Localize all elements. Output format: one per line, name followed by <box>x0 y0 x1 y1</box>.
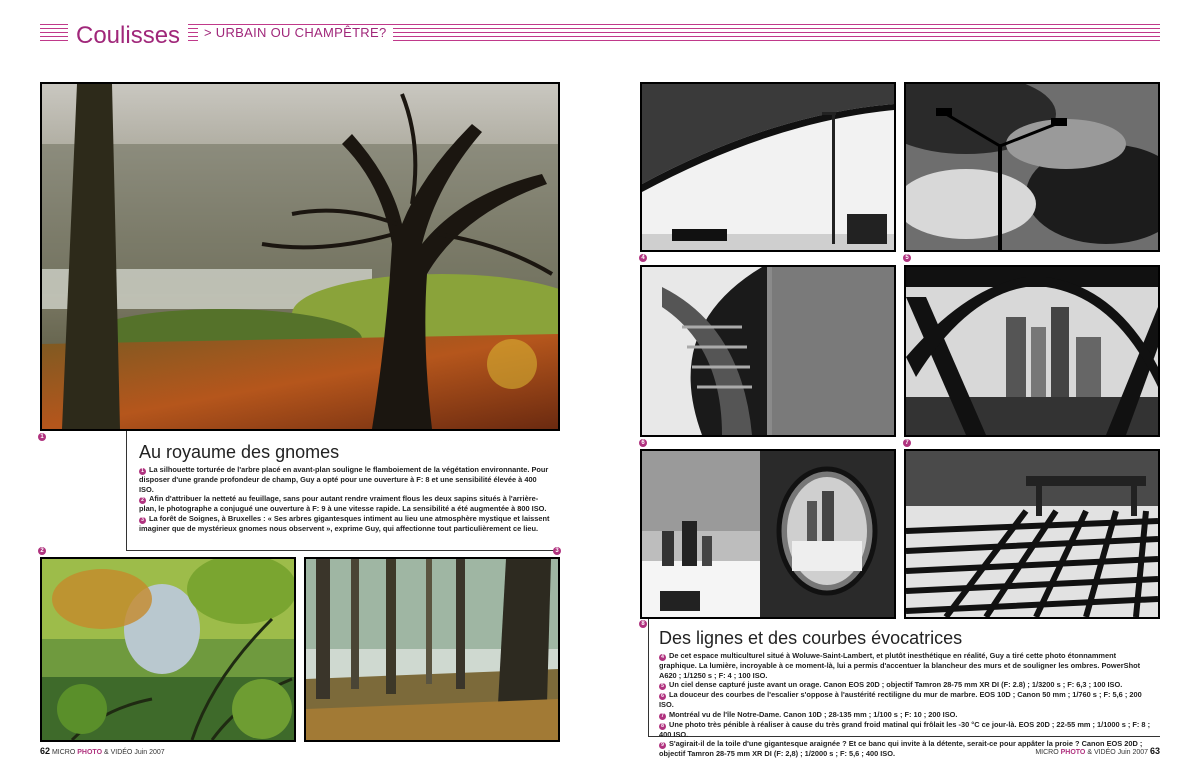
caption-item-3 <box>139 514 552 534</box>
bullet-number: 7 <box>659 713 666 720</box>
caption-text: S'agirait-il de la toile d'une gigantesque araignée ? Et ce banc qui invite à la détente, serait-ce pour appâter la proie ? Canon EOS 20D ; objectif Tamron 28-75 mm XR DI (F: 2,8) ; 1/2000 s ; F: 5,6 ; 400 ISO. <box>659 739 1143 759</box>
photo-3-forest <box>304 557 560 742</box>
footer-brand-rest: & VIDÉO Juin 2007 <box>1087 749 1149 756</box>
photo-1-autumn-tree <box>40 82 560 431</box>
bullet-number: 1 <box>139 468 146 475</box>
footer-left <box>40 746 165 756</box>
caption-item-1 <box>139 465 552 494</box>
footer-right <box>1035 746 1160 756</box>
bullet-number: 9 <box>659 742 666 749</box>
bullet-number: 8 <box>659 723 666 730</box>
photo-5-streetlight-clouds <box>904 82 1160 252</box>
caption-box-left <box>126 431 560 551</box>
photo-4-building-curve <box>640 82 896 252</box>
footer-brand-micro: MICRO <box>51 749 76 756</box>
footer-brand-micro: MICRO <box>1035 749 1059 756</box>
bullet-number: 3 <box>139 517 146 524</box>
caption-text: Un ciel dense capturé juste avant un orage. Canon EOS 20D ; objectif Tamron 28-75 mm XR DI (F: 2.8) ; 1/3200 s ; F: 6,3 ; 100 ISO. <box>669 680 1123 690</box>
photo-number-1: 1 <box>38 433 46 441</box>
footer-brand-rest: & VIDÉO Juin 2007 <box>103 749 165 756</box>
page-number-right: 63 <box>1149 746 1160 756</box>
photo-number-2: 2 <box>38 547 46 555</box>
caption-item-8 <box>659 720 1152 740</box>
caption-text: La douceur des courbes de l'escalier s'oppose à l'austérité rectiligne du mur de marbre. EOS 10D ; Canon 50 mm ; 1/760 s ; F: 5,6 ; 200 ISO. <box>659 690 1142 710</box>
photo-2-foliage <box>40 557 296 742</box>
bullet-number: 6 <box>659 693 666 700</box>
photo-6-staircase <box>640 265 896 437</box>
bullet-number: 2 <box>139 497 146 504</box>
photo-7-bridge-montreal <box>904 265 1160 437</box>
section-subtitle: > URBAIN OU CHAMPÊTRE? <box>198 25 393 41</box>
caption-item-4 <box>659 651 1152 680</box>
photo-number-8: 8 <box>639 620 647 628</box>
caption-text: La silhouette torturée de l'arbre placé en avant-plan souligne le flamboiement de la végétation environnante. Pour disposer d'une grande profondeur de champ, Guy a opté pour une ouverture à F: 8 et une sensibilité élevée à 400 ISO. <box>139 465 549 494</box>
photo-8-frozen-mirror <box>640 449 896 619</box>
caption-text: Afin d'attribuer la netteté au feuillage, sans pour autant rendre vraiment flous les deux sapins situés à l'arrière-plan, le photographe a conjugué une ouverture à F: 9 à une vitesse rapide. La sensibilité a été augmentée à 800 ISO. <box>139 494 547 514</box>
photo-number-3: 3 <box>553 547 561 555</box>
photo-number-6: 6 <box>639 439 647 447</box>
footer-brand-photo: PHOTO <box>77 749 103 756</box>
caption-text: Montréal vu de l'île Notre-Dame. Canon 10D ; 28-135 mm ; 1/100 s ; F: 10 ; 200 ISO. <box>669 709 958 719</box>
caption-text: La forêt de Soignes, à Bruxelles : « Ses arbres gigantesques intiment au lieu une atmosphère mystique et laissent imaginer que de mystérieux gnomes nous observent », exprime Guy, qui affectionne tout particulièrement ce lieu. <box>139 513 550 533</box>
caption-item-7 <box>659 710 1152 720</box>
caption-title-right: Des lignes et des courbes évocatrices <box>659 628 963 648</box>
bullet-number: 5 <box>659 683 666 690</box>
caption-text: Une photo très pénible à réaliser à cause du très grand froid matinal qui frôlait les -30 °C ce jour-là. EOS 20D ; 22-55 mm ; 1/1000 s ; F: 8 ; 400 ISO. <box>659 719 1151 739</box>
photo-9-bench-shadows <box>904 449 1160 619</box>
section-title: Coulisses <box>68 22 188 50</box>
caption-item-5 <box>659 680 1152 690</box>
footer-brand-photo: PHOTO <box>1060 749 1086 756</box>
photo-number-7: 7 <box>903 439 911 447</box>
page-number-left: 62 <box>40 746 51 756</box>
caption-item-2 <box>139 494 552 514</box>
photo-number-4: 4 <box>639 254 647 262</box>
caption-item-6 <box>659 690 1152 710</box>
caption-text: De cet espace multiculturel situé à Woluwe-Saint-Lambert, et plutôt inesthétique en réalité, Guy a tiré cette photo étonnamment graphique. La lumière, incroyable à ce moment-là, lui a permis d'accentuer la blancheur des murs et de souligner les ombres. PowerShot A620 ; 1/1250 s ; F: 4 ; 100 ISO. <box>659 651 1141 680</box>
caption-title-left: Au royaume des gnomes <box>139 442 340 462</box>
photo-number-5: 5 <box>903 254 911 262</box>
bullet-number: 4 <box>659 654 666 661</box>
